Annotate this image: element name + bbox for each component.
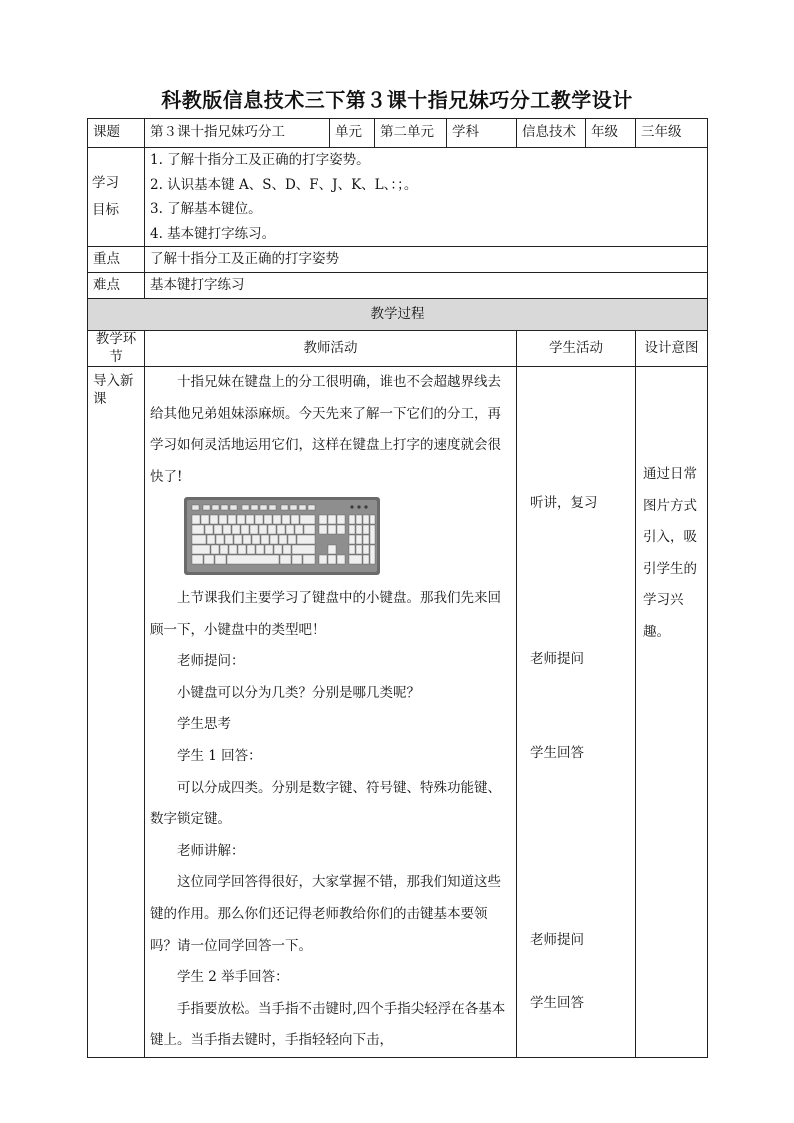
design-intent-cell bbox=[636, 367, 708, 1058]
objectives-label-line1: 学习 bbox=[92, 175, 119, 191]
lesson-plan-table bbox=[87, 118, 708, 1058]
stage-cell: 导入新课 bbox=[88, 367, 145, 1058]
teacher-paragraph: 这位同学回答得很好，大家掌握不错，那我们知道这些键的作用。那么你们还记得老师教给你们的击键基本要领吗？请一位同学回答一下。 bbox=[150, 874, 501, 954]
objectives-label bbox=[88, 148, 145, 247]
student-activity: 听讲，复习 bbox=[530, 495, 598, 512]
column-header-student: 学生活动 bbox=[517, 331, 636, 367]
process-header: 教学过程 bbox=[88, 299, 708, 331]
teacher-paragraph: 上节课我们主要学习了键盘中的小键盘。那我们先来回顾一下，小键盘中的类型吧！ bbox=[150, 590, 501, 638]
column-header-teacher: 教师活动 bbox=[145, 331, 517, 367]
objective-item: 1. 了解十指分工及正确的打字姿势。 bbox=[150, 152, 370, 168]
column-header-stage: 教学环节 bbox=[88, 331, 145, 367]
design-intent: 通过日常图片方式引入，吸引学生的学习兴趣。 bbox=[643, 466, 697, 641]
teacher-paragraph: 可以分成四类。分别是数字键、符号键、特殊功能键、数字锁定键。 bbox=[150, 779, 501, 828]
key-point-row bbox=[88, 247, 708, 273]
unit-label: 单元 bbox=[330, 119, 375, 148]
teacher-paragraph: 十指兄妹在键盘上的分工很明确，谁也不会超越界线去给其他兄弟姐妹添麻烦。今天先来了解一下它们的分工，再学习如何灵活地运用它们，这样在键盘上打字的速度就会很快了! bbox=[150, 374, 501, 485]
teacher-paragraph: 学生思考 bbox=[177, 716, 231, 733]
difficulty-row bbox=[88, 273, 708, 299]
key-point-label: 重点 bbox=[88, 247, 145, 273]
column-header-row bbox=[88, 331, 708, 367]
student-activity: 学生回答 bbox=[530, 995, 584, 1012]
objectives-label-line2: 目标 bbox=[92, 202, 119, 218]
teacher-activity-cell bbox=[145, 367, 517, 1058]
lesson-body-row bbox=[88, 367, 708, 1058]
student-activity-cell bbox=[517, 367, 636, 1058]
lesson-value: 第３课十指兄妹巧分工 bbox=[145, 119, 330, 148]
teacher-paragraph: 小键盘可以分为几类？分别是哪几类呢？ bbox=[177, 684, 420, 701]
student-activity: 老师提问 bbox=[530, 651, 584, 668]
key-point-value: 了解十指分工及正确的打字姿势 bbox=[145, 247, 708, 273]
objective-item: 4. 基本键打字练习。 bbox=[150, 225, 276, 242]
difficulty-label: 难点 bbox=[88, 273, 145, 299]
lesson-label: 课题 bbox=[88, 119, 145, 148]
subject-label: 学科 bbox=[447, 119, 517, 148]
student-activity: 老师提问 bbox=[530, 932, 584, 949]
teacher-paragraph: 学生 2 举手回答： bbox=[177, 969, 289, 986]
student-activity: 学生回答 bbox=[530, 745, 584, 762]
document-title: 科教版信息技术三下第３课十指兄妹巧分工教学设计 bbox=[161, 88, 633, 112]
teacher-paragraph: 老师提问： bbox=[177, 653, 245, 670]
subject-value: 信息技术 bbox=[517, 119, 586, 148]
difficulty-value: 基本键打字练习 bbox=[145, 273, 708, 299]
info-row bbox=[88, 119, 708, 148]
unit-value: 第二单元 bbox=[375, 119, 447, 148]
objectives-row bbox=[88, 148, 708, 247]
column-header-design: 设计意图 bbox=[636, 331, 708, 367]
teacher-paragraph: 老师讲解： bbox=[177, 842, 245, 859]
teacher-paragraph: 学生 1 回答： bbox=[177, 747, 262, 764]
objective-item: 2. 认识基本键 A、S、D、F、J、K、L、：；。 bbox=[150, 176, 418, 193]
objectives-list bbox=[145, 148, 708, 247]
keyboard-image bbox=[184, 497, 380, 575]
grade-label: 年级 bbox=[586, 119, 636, 148]
process-header-row bbox=[88, 299, 708, 331]
teacher-paragraph: 手指要放松。当手指不击键时,四个手指尖轻浮在各基本键上。当手指去键时，手指轻轻向下击， bbox=[150, 1000, 506, 1049]
objective-item: 3. 了解基本键位。 bbox=[150, 201, 262, 217]
grade-value: 三年级 bbox=[636, 119, 708, 148]
